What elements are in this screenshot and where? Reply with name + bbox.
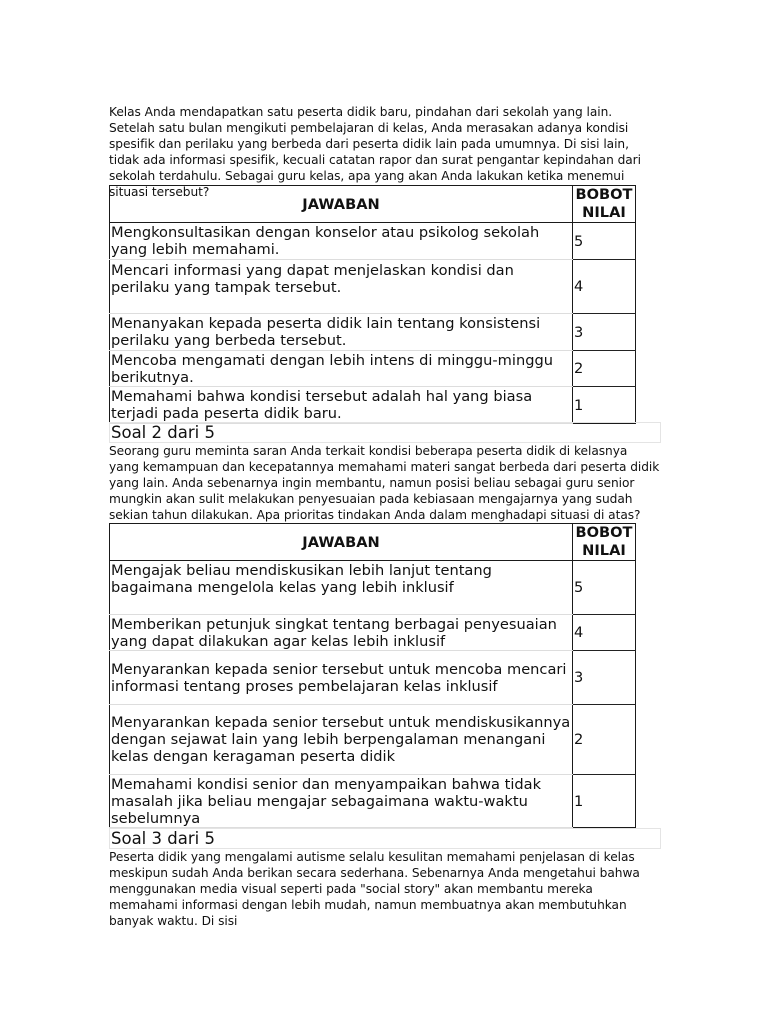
question-3-heading: Soal 3 dari 5 — [109, 828, 661, 849]
answer-option: Mencoba mengamati dengan lebih intens di minggu-minggu berikutnya. — [110, 351, 573, 387]
answer-option: Menyarankan kepada senior tersebut untuk mencoba mencari informasi tentang proses pembelajaran kelas inklusif — [110, 651, 573, 705]
table-row — [110, 561, 636, 615]
score-value: 2 — [573, 705, 636, 775]
table-row — [110, 775, 636, 828]
score-value: 5 — [573, 223, 636, 260]
answer-column-header: JAWABAN — [110, 186, 573, 223]
score-value: 2 — [573, 351, 636, 387]
question-2-text: Seorang guru meminta saran Anda terkait kondisi beberapa peserta didik di kelasnya yang kemampuan dan kecepatannya memahami materi sangat berbeda dari peserta didik yang lain. Anda sebenarnya ingin membantu, namun posisi beliau sebagai guru senior mungkin akan sulit melakukan penyesuaian pada kebiasaan mengajarnya yang sudah sekian tahun dilakukan. Apa prioritas tindakan Anda dalam menghadapi situasi di atas? — [109, 444, 660, 522]
score-value: 4 — [573, 615, 636, 651]
table-row — [110, 387, 636, 424]
answer-option: Memahami kondisi senior dan menyampaikan bahwa tidak masalah jika beliau mengajar sebagaimana waktu-waktu sebelumnya — [110, 775, 573, 828]
score-value: 3 — [573, 651, 636, 705]
answer-column-header: JAWABAN — [110, 524, 573, 561]
answer-table-2 — [109, 523, 636, 828]
answer-option: Menanyakan kepada peserta didik lain tentang konsistensi perilaku yang berbeda tersebut. — [110, 314, 573, 351]
table-header-row — [110, 186, 636, 223]
answer-option: Menyarankan kepada senior tersebut untuk mendiskusikannya dengan sejawat lain yang lebih berpengalaman menangani kelas dengan keragaman peserta didik — [110, 705, 573, 775]
question-3-text: Peserta didik yang mengalami autisme selalu kesulitan memahami penjelasan di kelas meskipun sudah Anda berikan secara sederhana. Sebenarnya Anda mengetahui bahwa menggunakan media visual seperti pada "social story" akan membantu mereka memahami informasi dengan lebih mudah, namun membuatnya akan membutuhkan banyak waktu. Di sisi — [109, 850, 640, 928]
answer-option: Memahami bahwa kondisi tersebut adalah hal yang biasa terjadi pada peserta didik baru. — [110, 387, 573, 424]
answer-option: Mencari informasi yang dapat menjelaskan kondisi dan perilaku yang tampak tersebut. — [110, 260, 573, 314]
table-row — [110, 260, 636, 314]
answer-option: Mengkonsultasikan dengan konselor atau psikolog sekolah yang lebih memahami. — [110, 223, 573, 260]
score-value: 1 — [574, 792, 584, 810]
question-2-heading: Soal 2 dari 5 — [109, 422, 661, 443]
answer-option: Memberikan petunjuk singkat tentang berbagai penyesuaian yang dapat dilakukan agar kelas lebih inklusif — [110, 615, 573, 651]
table-header-row — [110, 524, 636, 561]
score-value: 4 — [573, 260, 636, 314]
answer-table-1 — [109, 185, 636, 424]
table-row — [110, 705, 636, 775]
score-value: 5 — [573, 561, 636, 615]
score-value: 1 — [574, 396, 584, 414]
table-row — [110, 651, 636, 705]
answer-option: Mengajak beliau mendiskusikan lebih lanjut tentang bagaimana mengelola kelas yang lebih inklusif — [110, 561, 573, 615]
score-column-header: BOBOT NILAI — [573, 524, 636, 561]
score-column-header: BOBOT NILAI — [573, 186, 636, 223]
table-row — [110, 615, 636, 651]
table-row — [110, 314, 636, 351]
table-row — [110, 351, 636, 387]
score-value: 3 — [573, 314, 636, 351]
table-row — [110, 223, 636, 260]
question-1-text: Kelas Anda mendapatkan satu peserta didik baru, pindahan dari sekolah yang lain. Setelah satu bulan mengikuti pembelajaran di kelas, Anda merasakan adanya kondisi spesifik dan perilaku yang berbeda dari peserta didik lain pada umumnya. Di sisi lain, tidak ada informasi spesifik, kecuali catatan rapor dan surat pengantar kepindahan dari sekolah terdahulu. Sebagai guru kelas, apa yang akan Anda lakukan ketika menemui situasi tersebut? — [109, 105, 641, 199]
